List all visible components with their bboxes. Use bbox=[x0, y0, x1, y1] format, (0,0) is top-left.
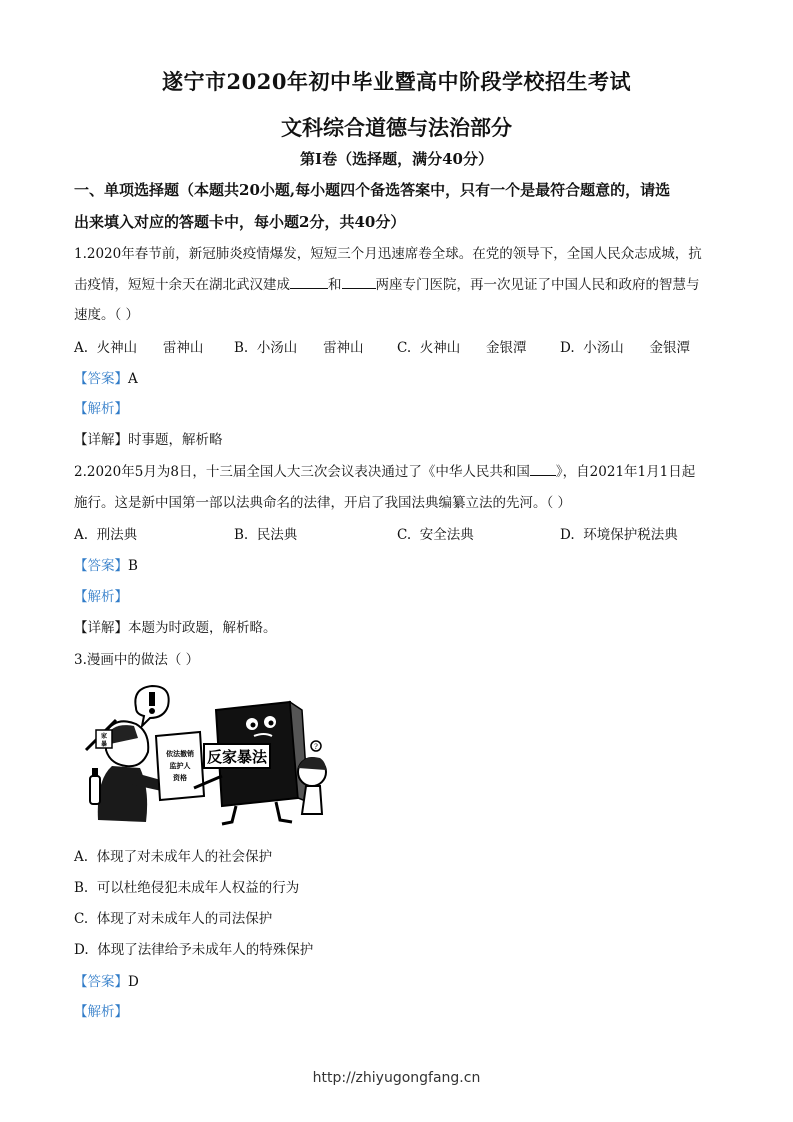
q2-analysis bbox=[74, 587, 128, 607]
q2-option-b[interactable] bbox=[234, 525, 297, 545]
document-text-line2: 监护人 bbox=[169, 761, 191, 770]
q3-option-a-text: 体现了对未成年人的社会保护 bbox=[96, 849, 273, 865]
q1-answer-value: A bbox=[128, 371, 138, 387]
q1-stem-line1: 1.2020年春节前，新冠肺炎疫情爆发，短短三个月迅速席卷全球。在党的领导下，全国人民众志成城，抗 bbox=[74, 246, 702, 262]
law-book-figure bbox=[194, 702, 308, 824]
q1-stem-part-a: 击疫情，短短十余天在湖北武汉建成 bbox=[74, 277, 290, 293]
q2-option-d-key: D. bbox=[560, 527, 575, 543]
exclamation-bubble-icon bbox=[135, 686, 168, 726]
q2-answer bbox=[74, 556, 138, 576]
volume-title: 第Ⅰ卷（选择题，满分40分） bbox=[300, 150, 493, 168]
abuser-label-line1: 家 bbox=[100, 733, 108, 740]
q1-blank-1 bbox=[290, 275, 328, 289]
q2-option-c[interactable] bbox=[397, 525, 474, 545]
q2-stem-line2: 施行。这是新中国第一部以法典命名的法律，开启了我国法典编纂立法的先河。（ ） bbox=[74, 495, 572, 511]
question-mark-icon: ? bbox=[314, 743, 318, 751]
q1-option-a-key: A. bbox=[74, 340, 89, 356]
cartoon-image bbox=[76, 680, 332, 830]
q2-stem-part-a: 2.2020年5月为8日，十三届全国人大三次会议表决通过了《中华人民共和国 bbox=[74, 464, 530, 480]
q3-option-d-key: D. bbox=[74, 942, 89, 958]
q3-option-a-key: A. bbox=[74, 849, 89, 865]
q1-detail bbox=[74, 430, 223, 450]
q1-option-b-part1: 小汤山 bbox=[256, 340, 298, 356]
q1-stem-line3: 速度。（ ） bbox=[74, 307, 140, 323]
q2-option-a[interactable] bbox=[74, 525, 137, 545]
detail-tag: 【详解】 bbox=[74, 432, 128, 448]
q3-option-d-text: 体现了法律给予未成年人的特殊保护 bbox=[97, 942, 314, 958]
q1-option-b-key: B. bbox=[234, 340, 249, 356]
abuser-label-line2: 暴 bbox=[100, 741, 108, 748]
q2-option-c-text: 安全法典 bbox=[419, 527, 474, 543]
q3-option-c[interactable] bbox=[74, 909, 272, 929]
q1-blank-2 bbox=[342, 275, 376, 289]
q1-option-d-part2: 金银潭 bbox=[649, 340, 690, 356]
q1-stem-part-b: 和 bbox=[328, 277, 342, 293]
q3-option-c-key: C. bbox=[74, 911, 89, 927]
analysis-tag: 【解析】 bbox=[74, 589, 128, 605]
q3-analysis bbox=[74, 1002, 128, 1022]
q2-option-b-text: 民法典 bbox=[256, 527, 298, 543]
q3-option-b[interactable] bbox=[74, 878, 299, 898]
q1-option-c[interactable] bbox=[397, 338, 526, 358]
exam-title: 遂宁市2020年初中毕业暨高中阶段学校招生考试 bbox=[162, 69, 631, 94]
analysis-tag: 【解析】 bbox=[74, 1004, 128, 1020]
detail-tag: 【详解】 bbox=[74, 620, 128, 636]
q1-option-c-part1: 火神山 bbox=[419, 340, 461, 356]
law-book-title: 反家暴法 bbox=[206, 748, 268, 766]
q1-analysis bbox=[74, 399, 128, 419]
q1-option-b-part2: 雷神山 bbox=[323, 340, 364, 356]
answer-tag: 【答案】 bbox=[74, 558, 128, 574]
q2-option-c-key: C. bbox=[397, 527, 412, 543]
q1-stem-line2 bbox=[74, 275, 700, 295]
q2-blank bbox=[530, 462, 556, 476]
footer-url[interactable]: http://zhiyugongfang.cn bbox=[312, 1070, 481, 1086]
q2-option-a-key: A. bbox=[74, 527, 89, 543]
q1-option-c-part2: 金银潭 bbox=[485, 340, 527, 356]
q3-option-b-key: B. bbox=[74, 880, 89, 896]
q2-option-d[interactable] bbox=[560, 525, 678, 545]
document-text-line3: 资格 bbox=[173, 773, 187, 782]
document-text-line1: 依法撤销 bbox=[166, 749, 194, 758]
section-heading-line2: 出来填入对应的答题卡中，每小题2分，共40分） bbox=[74, 213, 406, 231]
q2-option-a-text: 刑法典 bbox=[96, 527, 138, 543]
q3-option-b-text: 可以杜绝侵犯未成年人权益的行为 bbox=[96, 880, 300, 896]
q2-option-b-key: B. bbox=[234, 527, 249, 543]
section-heading-line1: 一、单项选择题（本题共20小题,每小题四个备选答案中，只有一个是最符合题意的，请选 bbox=[74, 181, 671, 199]
q1-option-b[interactable] bbox=[234, 338, 364, 358]
q1-option-a-part1: 火神山 bbox=[96, 340, 138, 356]
q1-stem-part-c: 两座专门医院，再一次见证了中国人民和政府的智慧与 bbox=[375, 277, 700, 293]
section-heading bbox=[74, 174, 724, 238]
q1-option-d-key: D. bbox=[560, 340, 575, 356]
q1-option-a-part2: 雷神山 bbox=[162, 340, 204, 356]
answer-tag: 【答案】 bbox=[74, 974, 128, 990]
q2-detail bbox=[74, 618, 277, 638]
q1-option-d[interactable] bbox=[560, 338, 690, 358]
q1-answer bbox=[74, 369, 138, 389]
q2-detail-text: 本题为时政题，解析略。 bbox=[128, 620, 277, 636]
analysis-tag: 【解析】 bbox=[74, 401, 128, 417]
q3-answer-value: D bbox=[128, 974, 139, 990]
q2-stem-part-b: 》，自2021年1月1日起 bbox=[555, 464, 696, 480]
revocation-document bbox=[156, 732, 204, 800]
q3-option-d[interactable] bbox=[74, 940, 313, 960]
q1-option-d-part1: 小汤山 bbox=[583, 340, 624, 356]
q3-stem: 3.漫画中的做法（ ） bbox=[74, 652, 200, 668]
q2-stem-line1 bbox=[74, 462, 695, 482]
answer-tag: 【答案】 bbox=[74, 371, 128, 387]
exam-subtitle: 文科综合道德与法治部分 bbox=[281, 115, 512, 140]
q1-option-c-key: C. bbox=[397, 340, 412, 356]
q3-answer bbox=[74, 972, 139, 992]
q3-option-a[interactable] bbox=[74, 847, 272, 867]
q3-option-c-text: 体现了对未成年人的司法保护 bbox=[96, 911, 273, 927]
q2-option-d-text: 环境保护税法典 bbox=[583, 527, 678, 543]
q1-option-a[interactable] bbox=[74, 338, 203, 358]
q1-detail-text: 时事题，解析略 bbox=[128, 432, 223, 448]
q2-answer-value: B bbox=[128, 558, 138, 574]
